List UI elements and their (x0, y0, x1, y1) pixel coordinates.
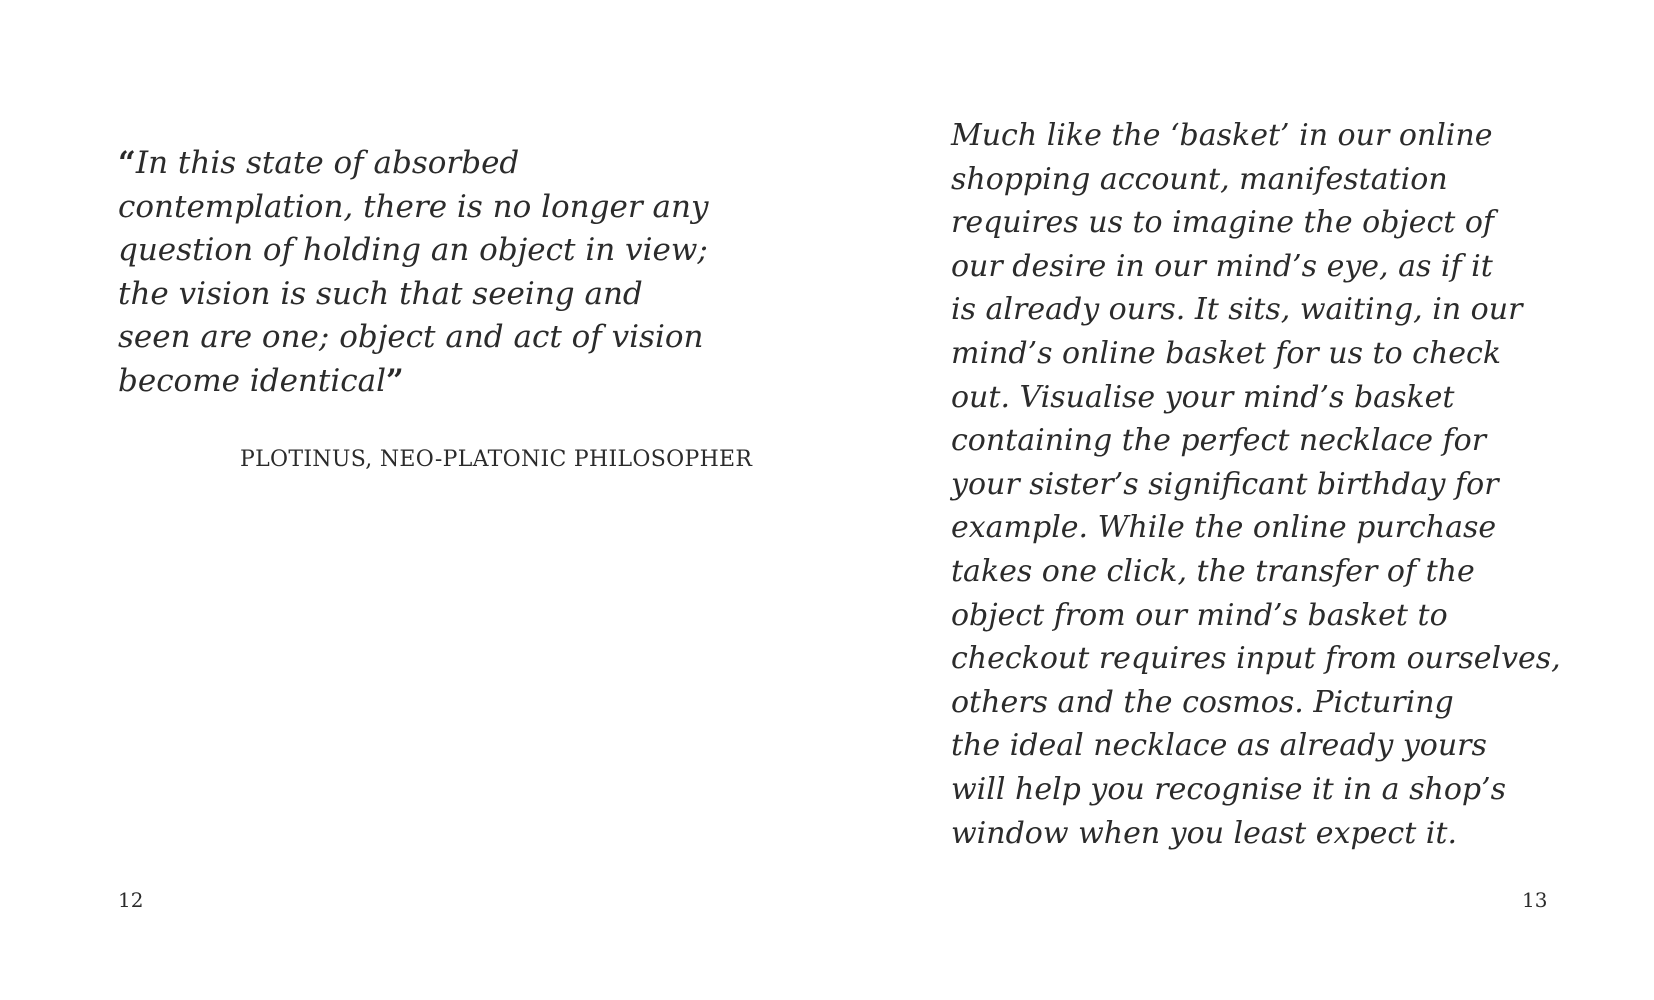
paragraph-line: the ideal necklace as already yours (951, 728, 1487, 764)
paragraph-line: object from our mind’s basket to (951, 597, 1448, 633)
paragraph-line: will help you recognise it in a shop’s (951, 771, 1507, 807)
paragraph-line: shopping account, manifestation (951, 161, 1448, 197)
paragraph-line: our desire in our mind’s eye, as if it (951, 248, 1493, 284)
paragraph-line: Much like the ‘basket’ in our online (951, 118, 1493, 153)
paragraph-line: out. Visualise your mind’s basket (951, 379, 1455, 415)
quote-line: seen are one; object and act of vision (118, 319, 704, 355)
quote-line: contemplation, there is no longer any (118, 188, 709, 225)
paragraph-line: window when you least expect it. (951, 815, 1457, 851)
paragraph-line: containing the perfect necklace for (951, 423, 1487, 459)
body-paragraph (951, 114, 1591, 855)
open-quote-mark: “ (118, 145, 136, 181)
paragraph-line: your sister’s significant birthday for (951, 466, 1499, 502)
paragraph-line: is already ours. It sits, waiting, in our (951, 292, 1523, 328)
quote-line: the vision is such that seeing and (118, 275, 643, 312)
quote-line: “In this state of absorbed (118, 145, 520, 181)
page-number-right: 13 (1522, 888, 1548, 912)
page-number-left: 12 (118, 888, 144, 912)
quote-attribution: PLOTINUS, NEO-PLATONIC PHILOSOPHER (240, 447, 753, 472)
paragraph-line: example. While the online purchase (951, 510, 1497, 546)
epigraph-quote (118, 142, 758, 403)
quote-line: become identical” (118, 362, 404, 399)
paragraph-line: requires us to imagine the object of (951, 205, 1495, 241)
paragraph-line: takes one click, the transfer of the (951, 553, 1475, 589)
right-page (827, 0, 1654, 1000)
quote-line: question of holding an object in view; (118, 232, 708, 268)
paragraph-line: others and the cosmos. Picturing (951, 684, 1454, 720)
close-quote-mark: ” (386, 362, 404, 399)
paragraph-line: mind’s online basket for us to check (951, 335, 1502, 371)
paragraph-line: checkout requires input from ourselves, (951, 641, 1561, 677)
